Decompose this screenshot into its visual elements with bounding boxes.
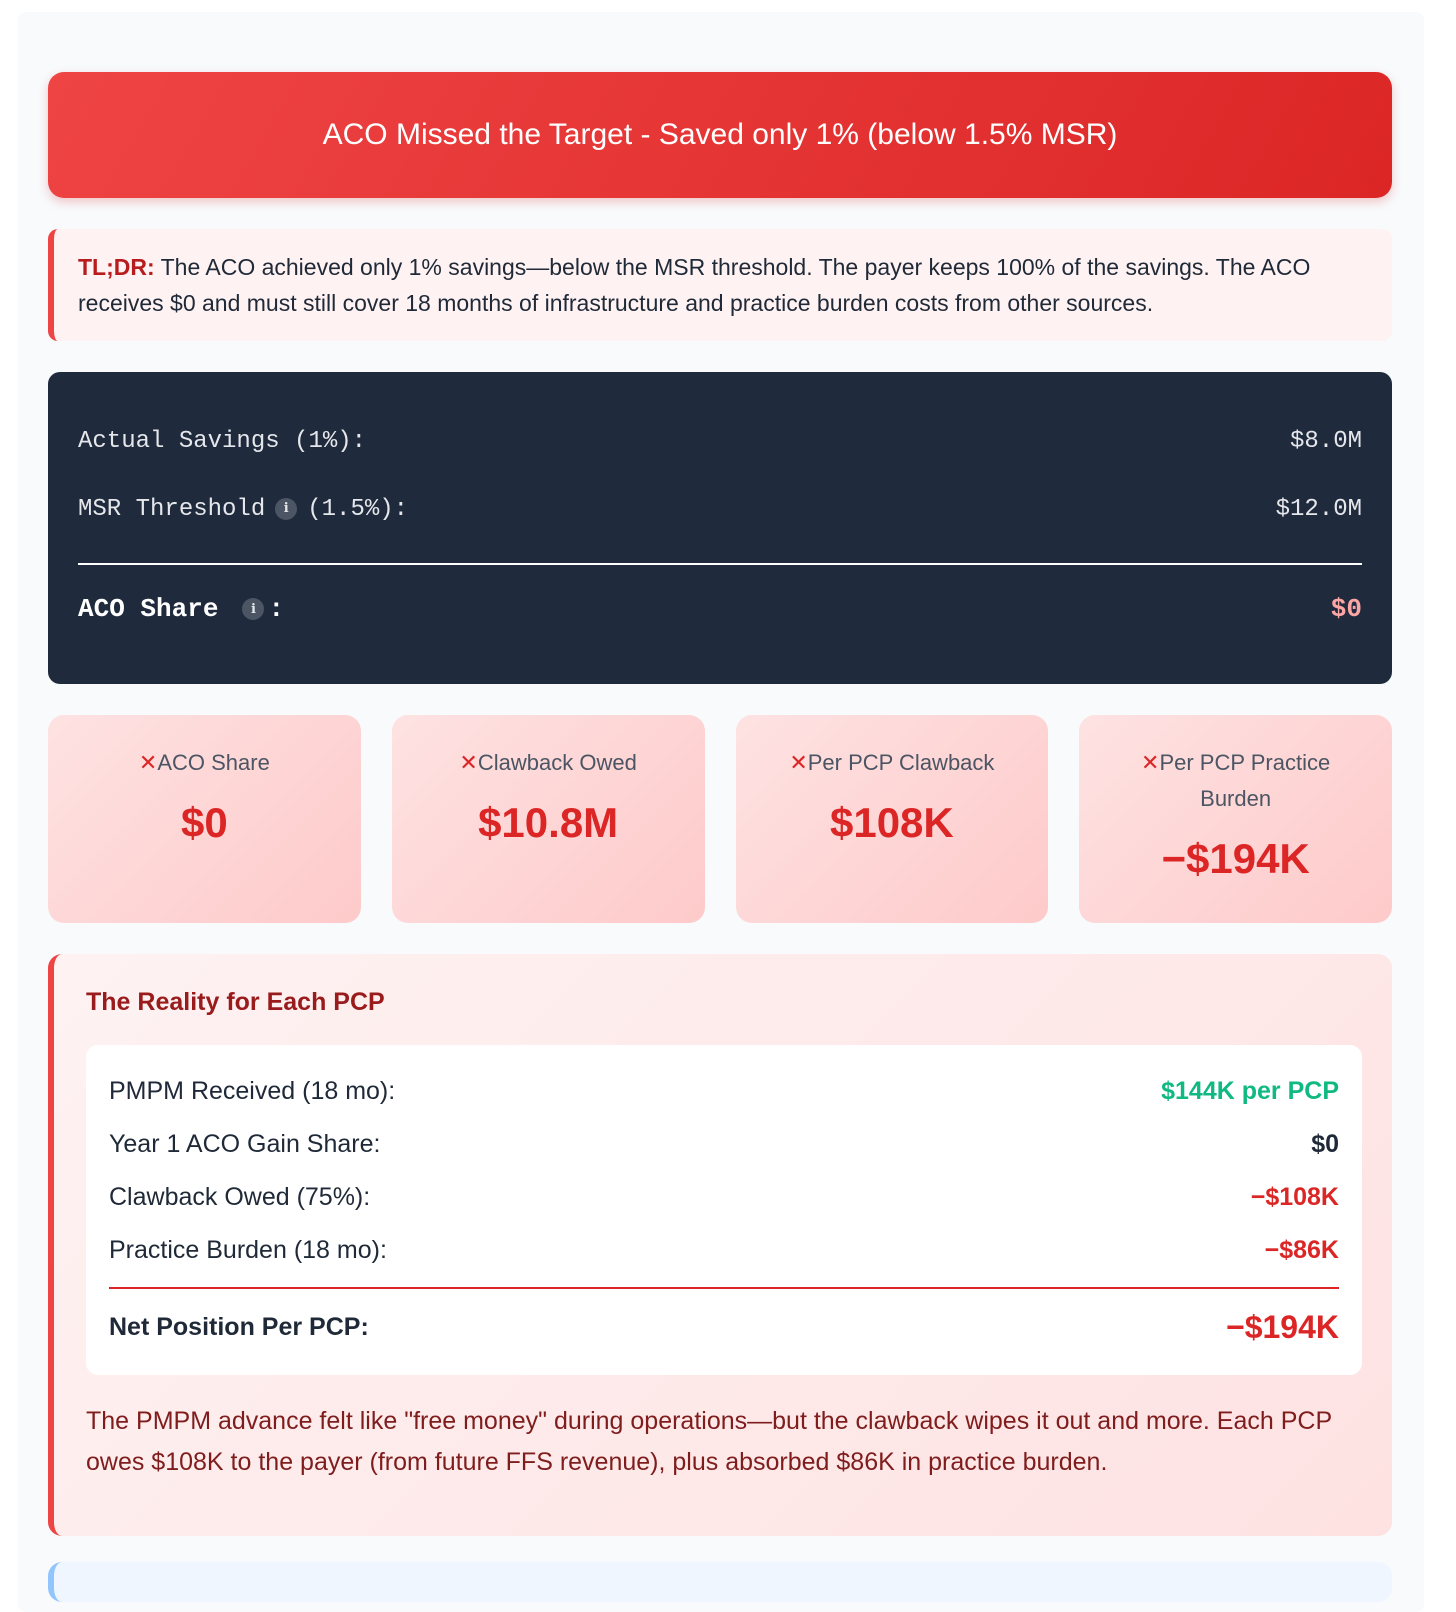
reality-panel: [48, 954, 1392, 1536]
terminal-divider: [78, 563, 1362, 565]
metric-value: −$194K: [1161, 835, 1310, 882]
breakdown-value: −$86K: [1264, 1236, 1339, 1264]
tldr-label: TL;DR:: [78, 254, 155, 280]
terminal-row-value: $8.0M: [1289, 428, 1362, 455]
result-banner: [48, 72, 1392, 198]
net-label: Net Position Per PCP:: [109, 1313, 369, 1341]
terminal-total-label: ACO Share: [78, 594, 219, 624]
metric-cards: [48, 715, 1392, 923]
breakdown-label: Practice Burden (18 mo):: [109, 1236, 387, 1264]
breakdown-value: $0: [1311, 1130, 1339, 1158]
breakdown-row-clawback: [109, 1171, 1339, 1224]
breakdown-row-pmpm: [109, 1065, 1339, 1118]
reality-title: The Reality for Each PCP: [86, 988, 385, 1016]
metric-value: $0: [181, 799, 228, 846]
metric-card-per-pcp-practice-burden: [1079, 715, 1392, 923]
tldr-text: The ACO achieved only 1% savings—below the MSR threshold. The payer keeps 100% of the savings. The ACO receives $0 and must still cover 18 months of infrastructure and practice burden costs from other sources.: [78, 254, 1311, 316]
terminal-row-label-suffix: (1.5%):: [307, 496, 409, 523]
terminal-total-value: $0: [1330, 594, 1362, 624]
terminal-total-suffix: :: [268, 594, 285, 624]
metric-value: $10.8M: [478, 799, 619, 846]
breakdown-row-gain-share: [109, 1118, 1339, 1171]
breakdown-label: Clawback Owed (75%):: [109, 1183, 371, 1211]
content: [48, 72, 1392, 1536]
net-value: −$194K: [1226, 1309, 1339, 1345]
reality-note: The PMPM advance felt like "free money" during operations—but the clawback wipes it out and more. Each PCP owes $108K to the payer (from future FFS revenue), plus absorbed $86K in practice burden.: [86, 1407, 1332, 1476]
savings-terminal: [48, 372, 1392, 684]
terminal-row-msr-threshold: [78, 496, 1362, 523]
breakdown-divider: [109, 1287, 1339, 1289]
x-icon: ✕: [459, 750, 478, 775]
x-icon: ✕: [1141, 750, 1160, 775]
x-icon: ✕: [138, 750, 158, 775]
metric-label: ACO Share: [157, 750, 270, 775]
breakdown-row-practice-burden: [109, 1224, 1339, 1277]
tldr-callout: [48, 229, 1392, 341]
metric-label: Per PCP Clawback: [807, 750, 995, 775]
metric-card-clawback-owed: [392, 715, 705, 923]
next-section-edge: [48, 1562, 1392, 1602]
info-icon[interactable]: i: [275, 498, 297, 520]
terminal-row-actual-savings: [78, 428, 1362, 455]
metric-label: Clawback Owed: [477, 750, 637, 775]
breakdown-label: PMPM Received (18 mo):: [109, 1077, 396, 1105]
terminal-row-value: $12.0M: [1275, 496, 1362, 523]
terminal-row-aco-share: [78, 594, 1362, 624]
x-icon: ✕: [789, 750, 808, 775]
breakdown-value: $144K per PCP: [1161, 1077, 1339, 1105]
breakdown-value: −$108K: [1250, 1183, 1339, 1211]
metric-card-aco-share: [48, 715, 361, 923]
reality-breakdown: [86, 1045, 1362, 1375]
metric-value: $108K: [829, 799, 954, 846]
info-icon[interactable]: i: [242, 598, 264, 620]
banner-title: ACO Missed the Target - Saved only 1% (below 1.5% MSR): [322, 118, 1118, 151]
breakdown-net-row: [109, 1309, 1339, 1346]
terminal-row-label: Actual Savings (1%):: [78, 428, 367, 455]
terminal-row-label: MSR Threshold: [78, 496, 266, 523]
metric-label: Per PCP Practice Burden: [1159, 750, 1331, 811]
metric-card-per-pcp-clawback: [736, 715, 1049, 923]
breakdown-label: Year 1 ACO Gain Share:: [109, 1130, 381, 1158]
